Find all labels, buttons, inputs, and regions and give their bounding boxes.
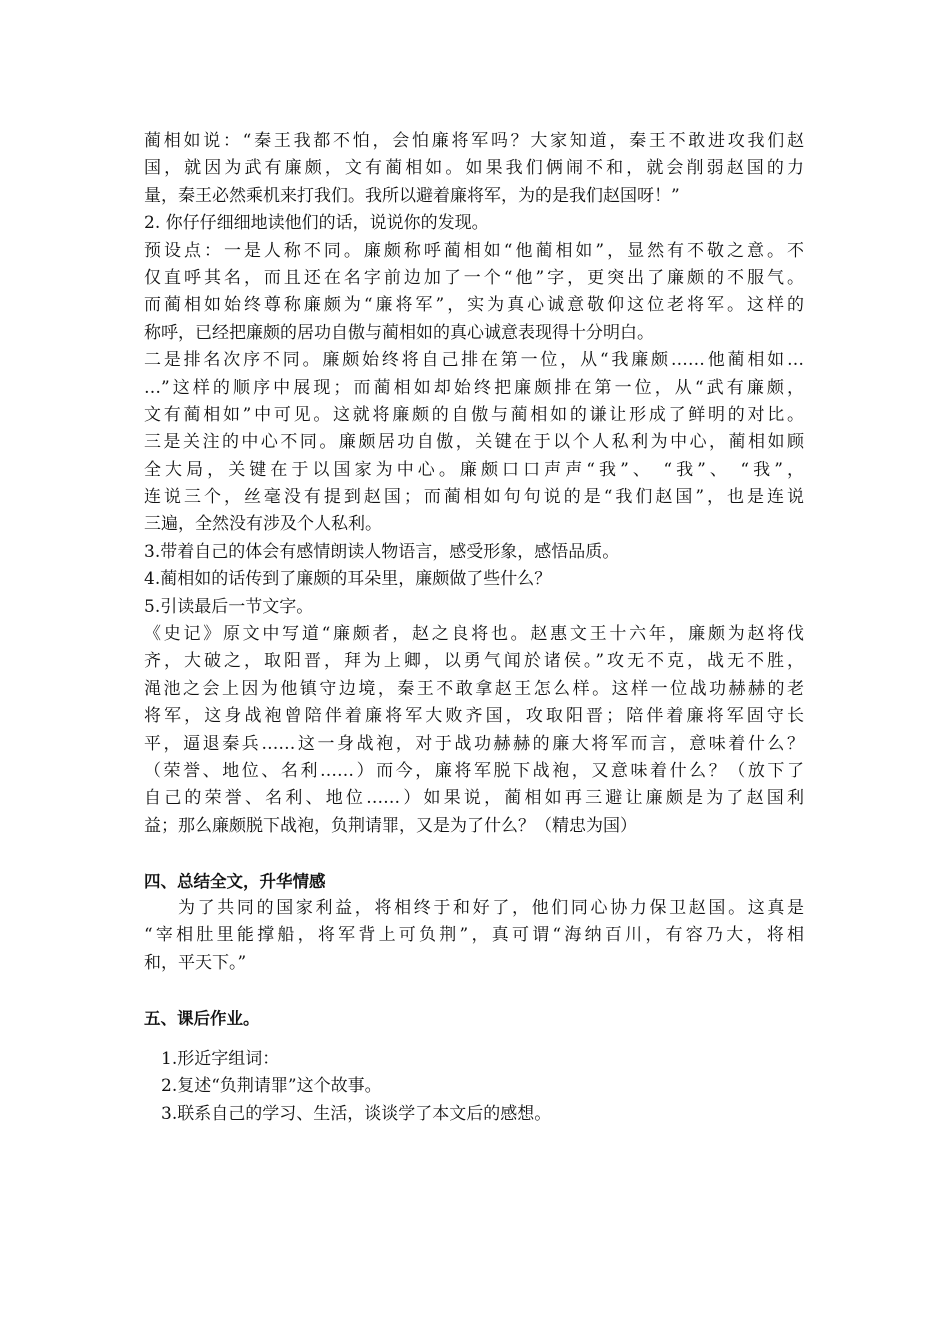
text-line: 将军，这身战袍曾陪伴着廉将军大败齐国，攻取阳晋；陪伴着廉将军固守长 [144, 706, 804, 727]
text-line: 齐，大破之，取阳晋，拜为上卿，以勇气闻於诸侯。”攻无不克，战无不胜， [144, 651, 804, 672]
paragraph-point-2 [144, 347, 804, 429]
text-line: 三遍，全然没有涉及个人私利。 [144, 514, 382, 535]
text-line: （荣誉、地位、名利……）而今，廉将军脱下战袍，又意味着什么？（放下了 [144, 760, 804, 781]
list-item: 3.联系自己的学习、生活，谈谈学了本文后的感想。 [161, 1103, 552, 1124]
text-line: 预设点：一是人称不同。廉颇称呼蔺相如“他蔺相如”，显然有不敬之意。不 [144, 240, 804, 261]
text-line: 而蔺相如始终尊称廉颇为“廉将军”，实为真心诚意敬仰这位老将军。这样的 [144, 295, 804, 316]
document-page [144, 128, 804, 1128]
text-line: 国，就因为武有廉颇，文有蔺相如。如果我们俩闹不和，就会削弱赵国的力 [144, 158, 804, 179]
text-line: 《史记》原文中写道“廉颇者，赵之良将也。赵惠文王十六年，廉颇为赵将伐 [144, 624, 804, 645]
question-3: 3.带着自己的体会有感情朗读人物语言，感受形象，感悟品质。 [144, 541, 620, 562]
text-line: 量，秦王必然乘机来打我们。我所以避着廉将军，为的是我们赵国呀！” [144, 185, 680, 206]
question-4: 4.蔺相如的话传到了廉颇的耳朵里，廉颇做了些什么？ [144, 569, 552, 590]
section-4-heading: 四、总结全文，升华情感 [144, 871, 326, 891]
text-line: 渑池之会上因为他镇守边境，秦王不敢拿赵王怎么样。这样一位战功赫赫的老 [144, 678, 804, 699]
text-line: 连说三个，丝毫没有提到赵国；而蔺相如句句说的是“我们赵国”，也是连说 [144, 487, 804, 508]
list-item: 1.形近字组词： [161, 1048, 280, 1069]
text-line: “宰相肚里能撑船，将军背上可负荆”，真可谓“海纳百川，有容乃大，将相 [144, 925, 804, 946]
question-2: 2. 你仔仔细细地读他们的话，说说你的发现。 [144, 213, 489, 234]
list-item: 2.复述“负荆请罪”这个故事。 [161, 1076, 382, 1097]
text-line: …”这样的顺序中展现；而蔺相如却始终把廉颇排在第一位，从“武有廉颇， [144, 377, 804, 398]
text-line: 蔺相如说：“秦王我都不怕，会怕廉将军吗？大家知道，秦王不敢进攻我们赵 [144, 131, 804, 151]
text-line: 为了共同的国家利益，将相终于和好了，他们同心协力保卫赵国。这真是 [178, 897, 804, 918]
spacer [144, 977, 804, 1004]
spacer [144, 1032, 804, 1046]
text-line: 称呼，已经把廉颇的居功自傲与蔺相如的真心诚意表现得十分明白。 [144, 322, 654, 343]
text-line: 二是排名次序不同。廉颇始终将自己排在第一位，从“我廉颇……他蔺相如… [144, 350, 804, 371]
text-line: 仅直呼其名，而且还在名字前边加了一个“他”字，更突出了廉颇的不服气。 [144, 267, 804, 288]
section-5-heading: 五、课后作业。 [144, 1008, 260, 1028]
question-5: 5.引读最后一节文字。 [144, 596, 314, 617]
text-line: 益；那么廉颇脱下战袍，负荆请罪，又是为了什么？（精忠为国） [144, 815, 637, 836]
homework-list [144, 1046, 804, 1128]
paragraph-point-3 [144, 429, 804, 539]
text-line: 和，平天下。” [144, 952, 247, 973]
paragraph-shiji [144, 621, 804, 840]
paragraph-point-1 [144, 238, 804, 348]
paragraph-lin-quote [144, 128, 804, 210]
spacer [144, 840, 804, 867]
text-line: 全大局，关键在于以国家为中心。廉颇口口声声“我”、 “我”、 “我”， [144, 459, 804, 480]
text-line: 自己的荣誉、名利、地位……）如果说，蔺相如再三避让廉颇是为了赵国利 [144, 788, 804, 809]
text-line: 文有蔺相如”中可见。这就将廉颇的自傲与蔺相如的谦让形成了鲜明的对比。 [144, 404, 804, 425]
text-line: 平，逼退秦兵……这一身战袍，对于战功赫赫的廉大将军而言，意味着什么？ [144, 733, 804, 754]
text-line: 三是关注的中心不同。廉颇居功自傲，关键在于以个人私利为中心，蔺相如顾 [144, 432, 804, 453]
section-4-body [144, 895, 804, 977]
